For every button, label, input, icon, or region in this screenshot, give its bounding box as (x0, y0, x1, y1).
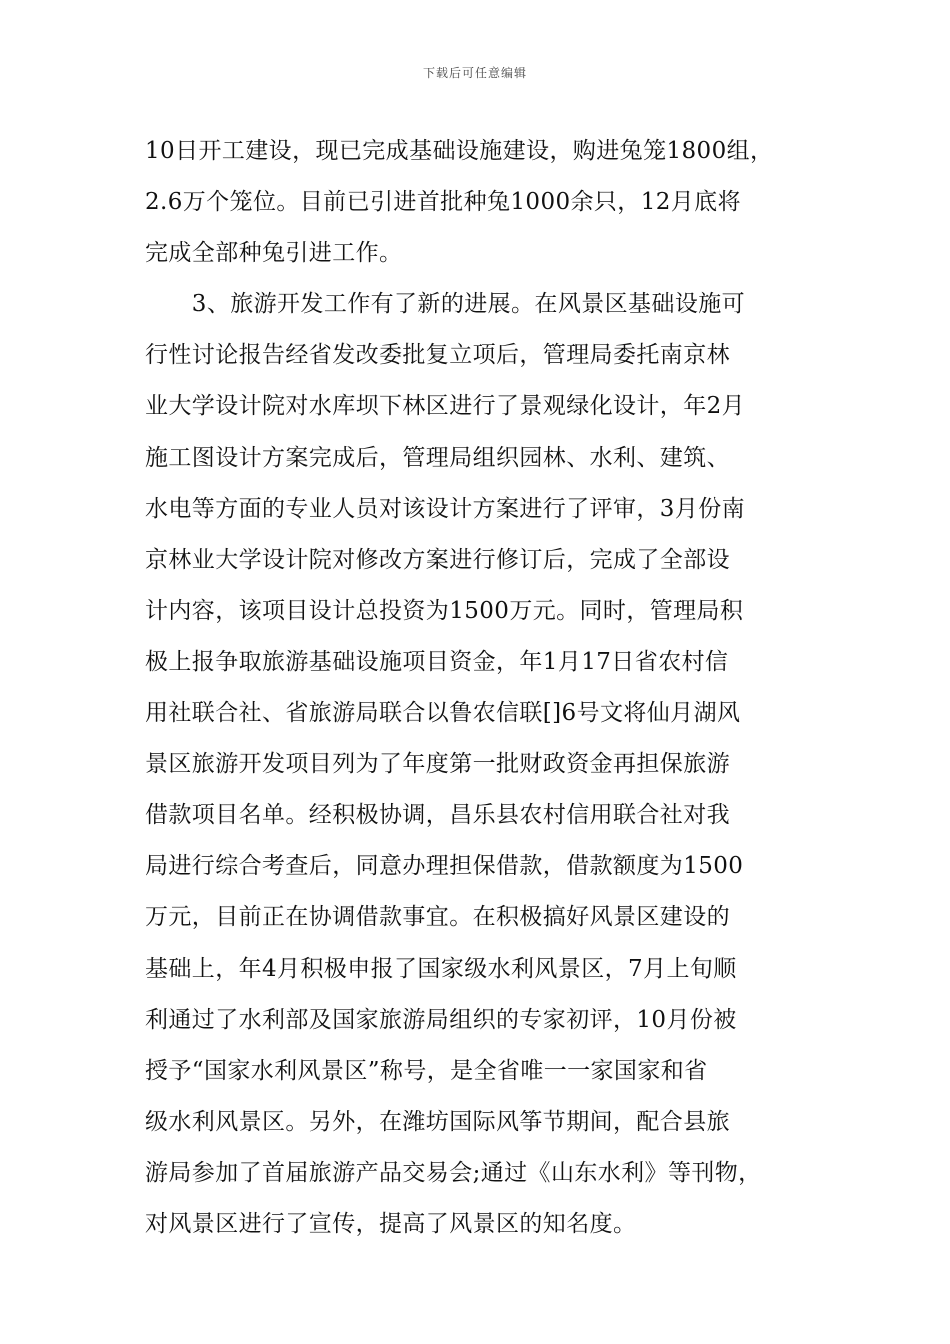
page-header: 下载后可任意编辑 (422, 66, 527, 80)
text-line: 京林业大学设计院对修改方案进行修订后，完成了全部设 (145, 546, 730, 573)
text-line: 局进行综合考查后，同意办理担保借款，借款额度为1500 (145, 853, 744, 880)
text-line: 万元，目前正在协调借款事宜。在积极搞好风景区建设的 (145, 904, 730, 931)
text-line: 对风景区进行了宣传，提高了风景区的知名度。 (145, 1210, 637, 1237)
text-line: 行性讨论报告经省发改委批复立项后，管理局委托南京林 (145, 342, 730, 369)
text-line: 水电等方面的专业人员对该设计方案进行了评审，3月份南 (145, 495, 746, 522)
text-line: 游局参加了首届旅游产品交易会;通过《山东水利》等刊物， (145, 1159, 762, 1186)
document-body (145, 126, 815, 1250)
text-line: 10日开工建设，现已完成基础设施建设，购进兔笼1800组， (145, 138, 774, 164)
text-line: 利通过了水利部及国家旅游局组织的专家初评，10月份被 (145, 1006, 737, 1033)
text-line: 基础上，年4月积极申报了国家级水利风景区，7月上旬顺 (145, 955, 737, 982)
text-line: 计内容，该项目设计总投资为1500万元。同时，管理局积 (145, 597, 744, 624)
text-line: 施工图设计方案完成后，管理局组织园林、水利、建筑、 (145, 444, 730, 471)
text-line: 景区旅游开发项目列为了年度第一批财政资金再担保旅游 (145, 751, 730, 778)
text-line: 完成全部种兔引进工作。 (145, 240, 403, 267)
text-line: 用社联合社、省旅游局联合以鲁农信联[]6号文将仙月湖风 (145, 700, 741, 727)
text-line: 级水利风景区。另外，在潍坊国际风筝节期间，配合县旅 (145, 1108, 730, 1135)
text-line: 业大学设计院对水库坝下林区进行了景观绿化设计，年2月 (145, 393, 746, 420)
text-line: 授予“国家水利风景区”称号，是全省唯一一家国家和省 (145, 1057, 708, 1084)
text-line: 3、旅游开发工作有了新的进展。在风景区基础设施可 (145, 291, 746, 318)
text-line: 极上报争取旅游基础设施项目资金，年1月17日省农村信 (145, 648, 729, 675)
text-line: 2.6万个笼位。目前已引进首批种兔1000余只，12月底将 (145, 189, 741, 216)
text-line: 借款项目名单。经积极协调，昌乐县农村信用联合社对我 (145, 802, 730, 829)
